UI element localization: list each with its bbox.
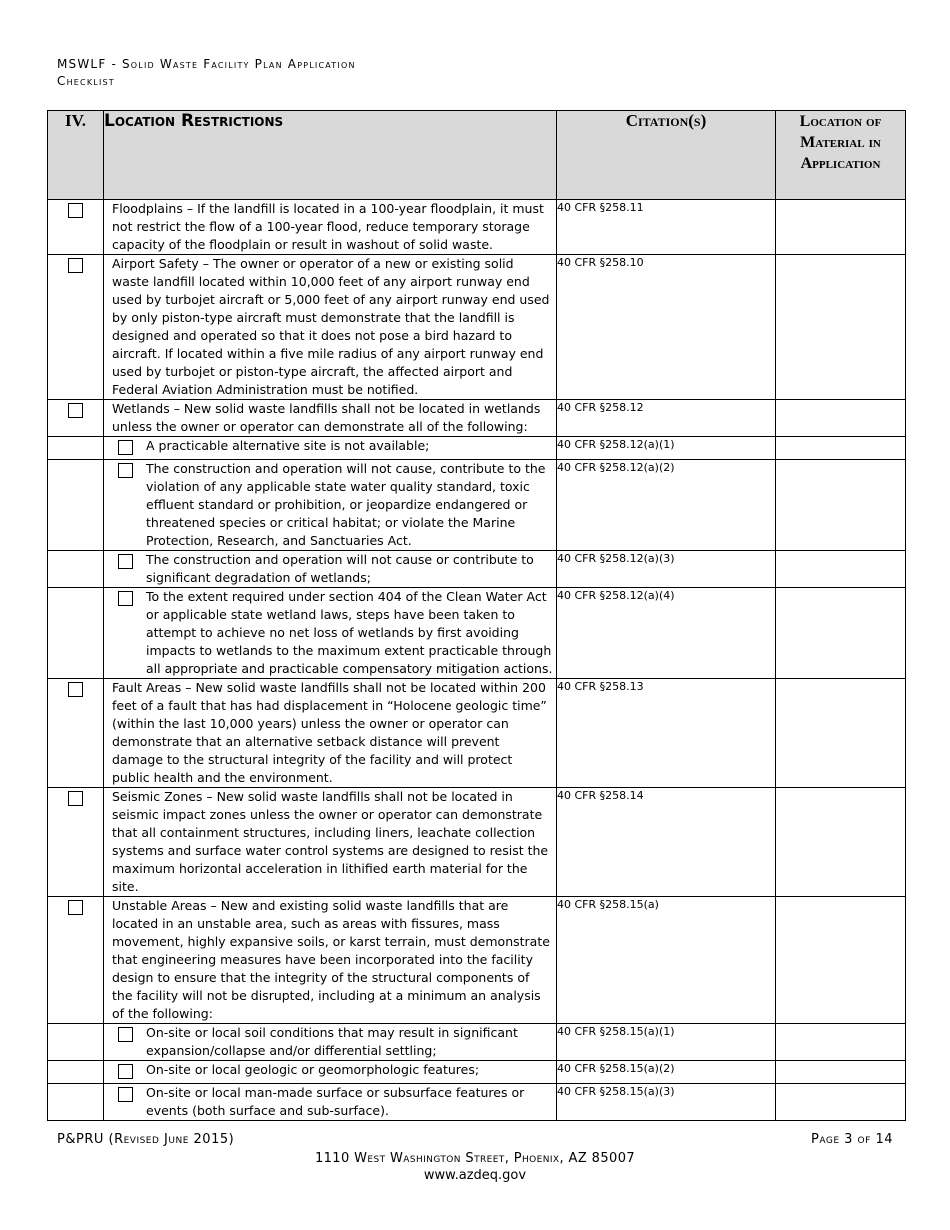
- location-in-application-field[interactable]: [776, 588, 906, 679]
- checkbox-cell: [48, 255, 104, 400]
- location-in-application-field[interactable]: [776, 400, 906, 437]
- checkbox-cell: [48, 400, 104, 437]
- checkbox[interactable]: [118, 1027, 133, 1042]
- location-in-application-field[interactable]: [776, 551, 906, 588]
- requirement-description: [104, 400, 557, 437]
- citation: 40 CFR §258.15(a)(2): [557, 1061, 776, 1084]
- requirement-description: [104, 679, 557, 788]
- sub-requirement-text: On-site or local geologic or geomorphologic features;: [146, 1062, 480, 1077]
- citation: 40 CFR §258.12: [557, 400, 776, 437]
- requirement-description: [104, 1061, 557, 1084]
- sub-requirement-row: [48, 1084, 906, 1121]
- citation: 40 CFR §258.12(a)(3): [557, 551, 776, 588]
- sub-requirement-text: The construction and operation will not cause, contribute to the violation of any applicable state water quality standard, toxic effluent standard or prohibition, or jeopardize endangered or threatened species or critical habitat; or violate the Marine Protection, Research, and Sanctuaries Act.: [146, 461, 546, 548]
- location-column-header: Location of Material in Application: [776, 111, 906, 200]
- citation: 40 CFR §258.13: [557, 679, 776, 788]
- requirement-row: [48, 400, 906, 437]
- requirement-title: Floodplains: [112, 201, 183, 216]
- sub-checkbox-cell: [104, 1024, 146, 1060]
- requirement-text: – New solid waste landfills shall not be located in seismic impact zones unless the owner or operator can demonstrate that all containment structures, including liners, leachate collection systems and surface water control systems are designed to resist the maximum horizontal acceleration in lithified earth material for the site.: [112, 789, 549, 894]
- section-title: Location Restrictions: [104, 111, 557, 200]
- citation: 40 CFR §258.12(a)(2): [557, 460, 776, 551]
- requirement-row: [48, 200, 906, 255]
- location-in-application-field[interactable]: [776, 1084, 906, 1121]
- checkbox[interactable]: [68, 403, 83, 418]
- sub-checkbox-cell: [104, 1084, 146, 1120]
- checkbox[interactable]: [68, 203, 83, 218]
- citation: 40 CFR §258.15(a)(3): [557, 1084, 776, 1121]
- table-header-row: [48, 111, 906, 200]
- citation: 40 CFR §258.12(a)(1): [557, 437, 776, 460]
- requirement-row: [48, 255, 906, 400]
- requirement-description: [104, 1024, 557, 1061]
- document-header: [57, 56, 356, 90]
- sub-requirement-row: [48, 437, 906, 460]
- requirement-text: – If the landfill is located in a 100-year floodplain, it must not restrict the flow of a 100-year flood, reduce temporary storage capacity of the floodplain or result in washout of solid waste.: [112, 201, 544, 252]
- sub-requirement-row: [48, 1024, 906, 1061]
- sub-requirement-text: On-site or local man-made surface or subsurface features or events (both surface and sub-surface).: [146, 1085, 525, 1118]
- citation: 40 CFR §258.14: [557, 788, 776, 897]
- requirement-row: [48, 679, 906, 788]
- sub-checkbox-cell: [104, 551, 146, 587]
- requirement-description: [104, 1084, 557, 1121]
- requirement-title: Seismic Zones: [112, 789, 203, 804]
- requirement-description: [104, 897, 557, 1024]
- sub-requirement-text: To the extent required under section 404 of the Clean Water Act or applicable state wetland laws, steps have been taken to attempt to achieve no net loss of wetlands by first avoiding impacts to wetlands to the maximum extent practicable through all appropriate and practicable compensatory mitigation actions.: [146, 589, 553, 676]
- sub-requirement-text: The construction and operation will not cause or contribute to significant degradation of wetlands;: [146, 552, 534, 585]
- section-number: IV.: [48, 111, 104, 200]
- checkbox-cell: [48, 200, 104, 255]
- requirement-title: Wetlands: [112, 401, 170, 416]
- requirement-description: [104, 551, 557, 588]
- checkbox-cell: [48, 460, 104, 551]
- location-restrictions-table: [47, 110, 906, 1121]
- requirement-row: [48, 788, 906, 897]
- location-in-application-field[interactable]: [776, 437, 906, 460]
- sub-requirement-row: [48, 588, 906, 679]
- location-in-application-field[interactable]: [776, 255, 906, 400]
- sub-checkbox-cell: [104, 437, 146, 459]
- checkbox[interactable]: [68, 791, 83, 806]
- requirement-text: – New solid waste landfills shall not be located in wetlands unless the owner or operator can demonstrate all of the following:: [112, 401, 541, 434]
- checkbox-cell: [48, 588, 104, 679]
- requirement-title: Unstable Areas: [112, 898, 207, 913]
- checkbox-cell: [48, 1061, 104, 1084]
- checkbox[interactable]: [68, 682, 83, 697]
- checkbox[interactable]: [118, 440, 133, 455]
- sub-requirement-row: [48, 551, 906, 588]
- checkbox-cell: [48, 897, 104, 1024]
- location-in-application-field[interactable]: [776, 1061, 906, 1084]
- citation: 40 CFR §258.10: [557, 255, 776, 400]
- header-subtitle: Checklist: [57, 74, 115, 88]
- requirement-text: – The owner or operator of a new or existing solid waste landfill located within 10,000 feet of any airport runway end used by turbojet aircraft or 5,000 feet of any airport runway end used by only piston-type aircraft must demonstrate that the landfill is designed and operated so that it does not pose a bird hazard to aircraft. If located within a five mile radius of any airport runway end used by turbojet or piston-type aircraft, the affected airport and Federal Aviation Administration must be notified.: [112, 256, 550, 397]
- sub-requirement-text: On-site or local soil conditions that may result in significant expansion/collapse and/or differential settling;: [146, 1025, 518, 1058]
- requirement-description: [104, 588, 557, 679]
- location-in-application-field[interactable]: [776, 679, 906, 788]
- sub-requirement-row: [48, 1061, 906, 1084]
- checkbox[interactable]: [118, 463, 133, 478]
- footer-address: 1110 West Washington Street, Phoenix, AZ 85007: [314, 1151, 636, 1166]
- requirement-description: [104, 255, 557, 400]
- citation-column-header: Citation(s): [557, 111, 776, 200]
- checkbox-cell: [48, 1024, 104, 1061]
- sub-requirement-row: [48, 460, 906, 551]
- location-in-application-field[interactable]: [776, 460, 906, 551]
- checkbox-cell: [48, 551, 104, 588]
- requirement-text: – New and existing solid waste landfills that are located in an unstable area, such as areas with fissures, mass movement, highly expansive soils, or karst terrain, must demonstrate that engineering measures have been incorporated into the facility design to ensure that the integrity of the structural components of the facility will not be disrupted, including at a minimum an analysis of the following:: [112, 898, 550, 1021]
- checkbox[interactable]: [118, 1087, 133, 1102]
- checkbox-cell: [48, 1084, 104, 1121]
- footer-page-number: Page 3 of 14: [811, 1132, 893, 1147]
- citation: 40 CFR §258.15(a)(1): [557, 1024, 776, 1061]
- citation: 40 CFR §258.12(a)(4): [557, 588, 776, 679]
- checkbox[interactable]: [118, 591, 133, 606]
- requirement-description: [104, 460, 557, 551]
- checkbox-cell: [48, 788, 104, 897]
- header-title: MSWLF - Solid Waste Facility Plan Application: [57, 57, 356, 71]
- location-in-application-field[interactable]: [776, 200, 906, 255]
- location-in-application-field[interactable]: [776, 897, 906, 1024]
- requirement-title: Fault Areas: [112, 680, 182, 695]
- requirement-title: Airport Safety: [112, 256, 199, 271]
- footer-contact: [0, 1150, 950, 1184]
- checkbox[interactable]: [118, 1064, 133, 1079]
- sub-checkbox-cell: [104, 588, 146, 678]
- checkbox-cell: [48, 679, 104, 788]
- footer-website[interactable]: www.azdeq.gov: [423, 1168, 527, 1183]
- sub-checkbox-cell: [104, 460, 146, 550]
- location-in-application-field[interactable]: [776, 1024, 906, 1061]
- requirement-description: [104, 200, 557, 255]
- sub-requirement-text: A practicable alternative site is not available;: [146, 438, 430, 453]
- location-in-application-field[interactable]: [776, 788, 906, 897]
- sub-checkbox-cell: [104, 1061, 146, 1083]
- footer-revision: P&PRU (Revised June 2015): [57, 1132, 235, 1147]
- requirement-row: [48, 897, 906, 1024]
- requirement-text: – New solid waste landfills shall not be located within 200 feet of a fault that has had displacement in “Holocene geologic time” (within the last 10,000 years) unless the owner or operator can demonstrate that an alternative setback distance will prevent damage to the structural integrity of the facility and will protect public health and the environment.: [112, 680, 547, 785]
- citation: 40 CFR §258.11: [557, 200, 776, 255]
- citation: 40 CFR §258.15(a): [557, 897, 776, 1024]
- checkbox-cell: [48, 437, 104, 460]
- requirement-description: [104, 437, 557, 460]
- checkbox[interactable]: [118, 554, 133, 569]
- checkbox[interactable]: [68, 900, 83, 915]
- checkbox[interactable]: [68, 258, 83, 273]
- requirement-description: [104, 788, 557, 897]
